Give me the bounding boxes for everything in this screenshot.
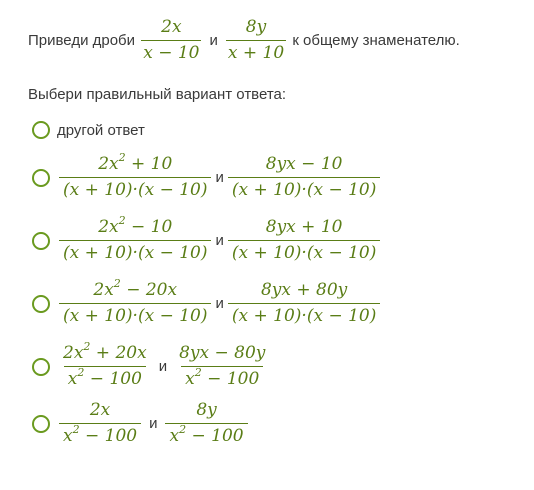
fraction-numerator: 8yx + 10 <box>265 217 343 237</box>
answer-option-1[interactable] <box>32 151 382 200</box>
fraction-denominator: $x^2 - 100$ <box>181 366 263 388</box>
option-fraction-2 <box>165 402 247 445</box>
option-expression <box>57 277 382 326</box>
option-fraction-1 <box>59 402 141 445</box>
option-fraction-1 <box>59 340 151 389</box>
question-joiner: и <box>209 31 218 49</box>
option-expression <box>57 340 271 389</box>
fraction-numerator: 8y <box>245 16 267 37</box>
option-fraction-2 <box>228 219 380 262</box>
option-joiner: и <box>215 295 224 312</box>
fraction-denominator: (x + 10)·(x − 10) <box>59 177 211 199</box>
option-joiner: и <box>215 232 224 249</box>
option-fraction-1 <box>59 277 211 326</box>
fraction-numerator: 2x <box>161 16 182 37</box>
answer-option-3[interactable] <box>32 277 382 326</box>
option-fraction-2 <box>175 345 269 388</box>
fraction-denominator: (x + 10)·(x − 10) <box>59 240 211 262</box>
radio-button[interactable] <box>32 121 50 139</box>
answer-option-4[interactable] <box>32 340 271 389</box>
fraction-denominator: (x + 10)·(x − 10) <box>228 303 380 325</box>
radio-button[interactable] <box>32 169 50 187</box>
answer-option-other[interactable] <box>32 121 145 139</box>
fraction-denominator: (x + 10)·(x − 10) <box>228 240 380 262</box>
radio-button[interactable] <box>32 295 50 313</box>
fraction-numerator: $2x^2 - 10$ <box>98 214 173 237</box>
fraction-numerator: 8y <box>196 400 217 420</box>
fraction-denominator: (x + 10)·(x − 10) <box>228 177 380 199</box>
answer-prompt: Выбери правильный вариант ответа: <box>28 86 287 103</box>
option-label: другой ответ <box>57 121 145 139</box>
fraction-denominator: $x^2 - 100$ <box>165 423 247 445</box>
option-fraction-2 <box>228 156 380 199</box>
fraction-denominator: $x^2 - 100$ <box>59 423 141 445</box>
fraction-denominator: $x^2 - 100$ <box>64 366 146 388</box>
answer-option-2[interactable] <box>32 214 382 263</box>
fraction-numerator: 2x <box>89 400 111 420</box>
fraction-numerator: 8yx − 80y <box>179 343 266 363</box>
fraction-denominator: x − 10 <box>141 40 201 62</box>
fraction-denominator: (x + 10)·(x − 10) <box>59 303 211 325</box>
fraction-numerator: 8yx − 10 <box>265 154 343 174</box>
fraction-numerator: $2x^2 + 10$ <box>98 151 173 174</box>
question-fraction-2 <box>226 16 286 63</box>
radio-button[interactable] <box>32 232 50 250</box>
answer-option-5[interactable] <box>32 402 250 445</box>
option-expression <box>57 151 382 200</box>
option-fraction-2 <box>228 282 380 325</box>
option-joiner: и <box>215 169 224 186</box>
question-suffix: к общему знаменателю. <box>288 31 460 49</box>
option-joiner: и <box>158 358 168 375</box>
fraction-numerator: $2x^2 - 20x$ <box>93 277 178 300</box>
radio-button[interactable] <box>32 358 50 376</box>
question-fraction-1 <box>141 16 201 63</box>
option-expression <box>57 214 382 263</box>
option-joiner: и <box>149 415 158 432</box>
question-text <box>28 14 460 66</box>
option-expression <box>57 402 250 445</box>
fraction-denominator: x + 10 <box>226 40 286 62</box>
radio-button[interactable] <box>32 415 50 433</box>
fraction-numerator: 8yx + 80y <box>260 280 348 300</box>
question-prefix: Приведи дроби <box>28 31 140 49</box>
fraction-numerator: $2x^2 + 20x$ <box>63 340 147 363</box>
option-fraction-1 <box>59 151 211 200</box>
option-fraction-1 <box>59 214 211 263</box>
